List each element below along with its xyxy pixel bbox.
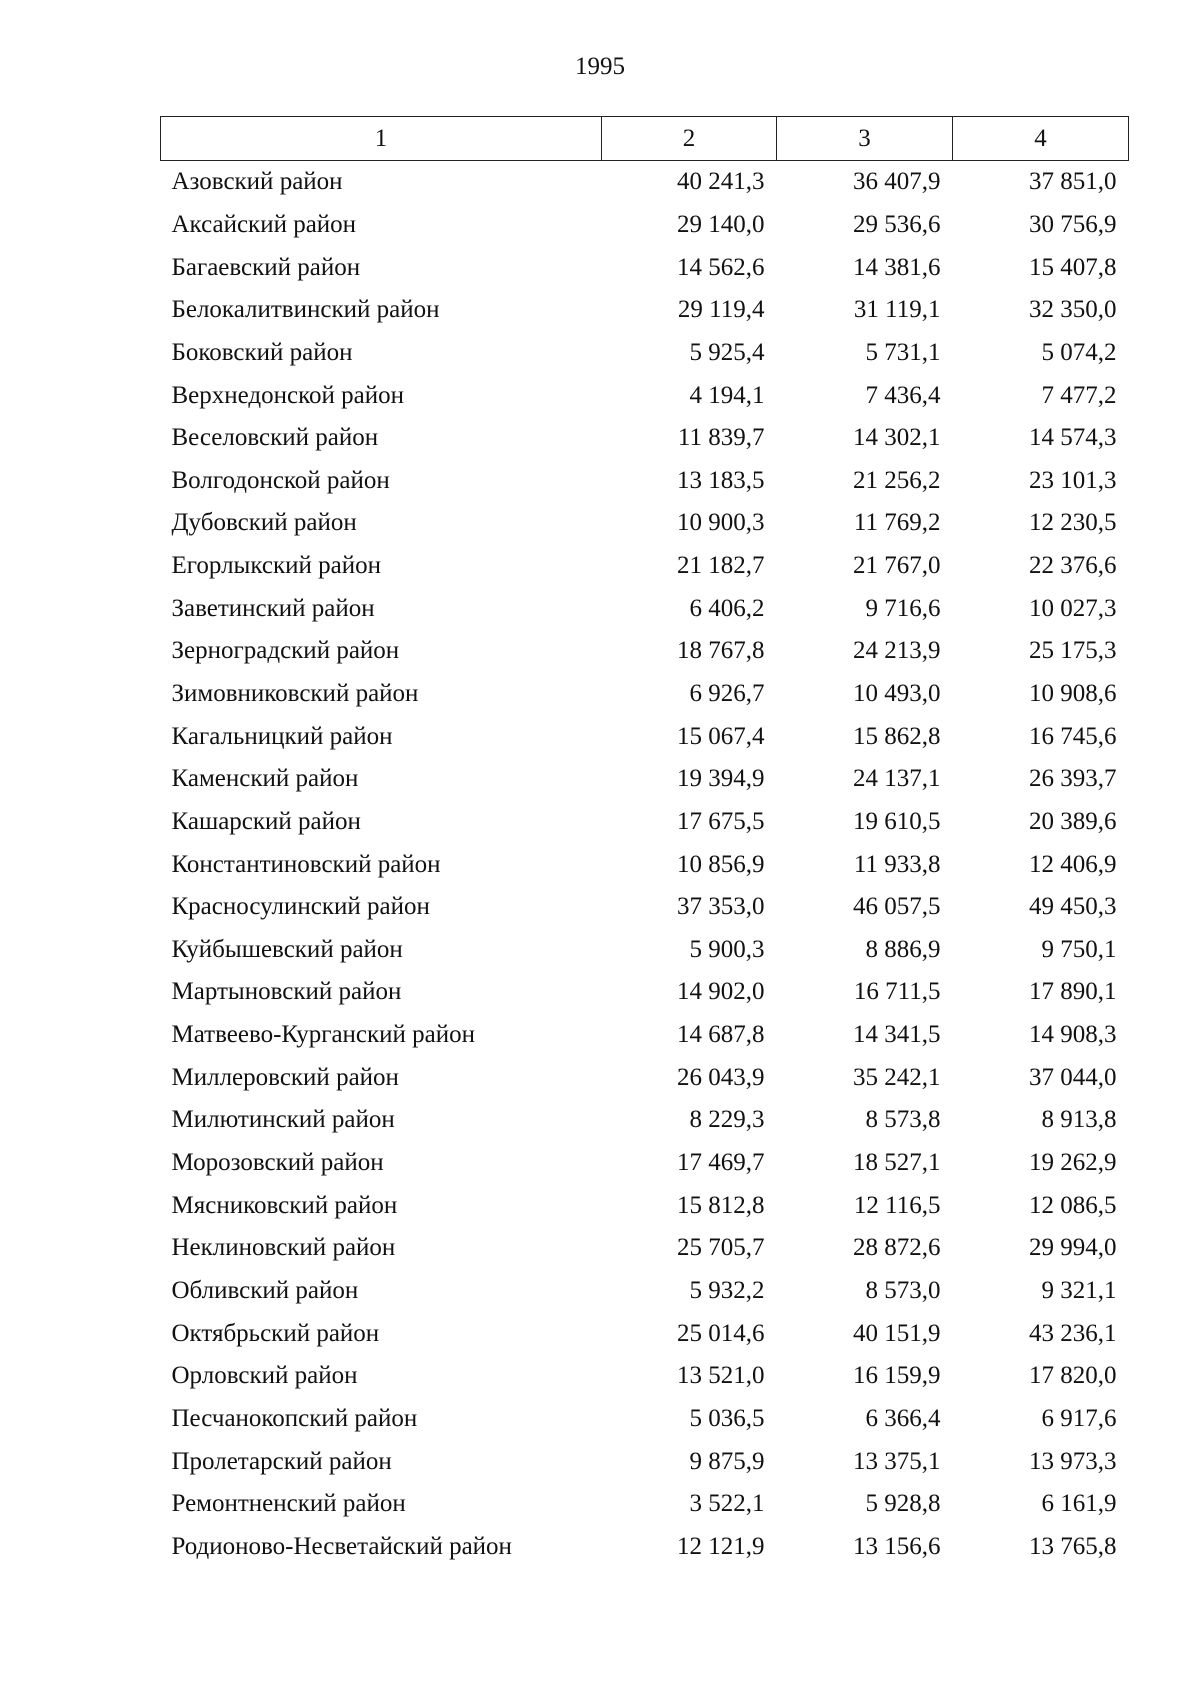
value-cell-col-4: 14 574,3 (1029, 424, 1117, 452)
table-row (161, 246, 1129, 289)
district-name-cell: Орловский район (171, 1362, 358, 1390)
value-cell-col-4: 37 044,0 (1029, 1063, 1117, 1091)
value-cell-col-4: 23 101,3 (1029, 466, 1117, 494)
table-row (161, 289, 1129, 332)
value-cell-col-3: 15 862,8 (853, 722, 941, 750)
district-name-cell: Белокалитвинский район (171, 296, 440, 324)
value-cell-col-3: 16 159,9 (853, 1362, 941, 1390)
table-row (161, 843, 1129, 886)
value-cell-col-2: 12 121,9 (677, 1532, 765, 1560)
value-cell-col-4: 15 407,8 (1029, 253, 1117, 281)
district-name-cell: Азовский район (171, 168, 343, 196)
table-row (161, 502, 1129, 545)
value-cell-col-2: 21 182,7 (677, 552, 765, 580)
column-header-1: 1 (161, 117, 602, 161)
district-name-cell: Песчанокопский район (171, 1404, 418, 1432)
value-cell-col-3: 16 711,5 (853, 978, 941, 1006)
value-cell-col-3: 36 407,9 (853, 168, 941, 196)
district-name-cell: Родионово-Несветайский район (171, 1532, 512, 1560)
district-name-cell: Боковский район (171, 338, 353, 366)
value-cell-col-3: 13 375,1 (853, 1447, 941, 1475)
value-cell-col-3: 14 341,5 (853, 1021, 941, 1049)
value-cell-col-4: 14 908,3 (1029, 1021, 1117, 1049)
value-cell-col-3: 8 573,0 (865, 1276, 941, 1304)
value-cell-col-4: 13 973,3 (1029, 1447, 1117, 1475)
value-cell-col-4: 17 820,0 (1029, 1362, 1117, 1390)
value-cell-col-4: 13 765,8 (1029, 1532, 1117, 1560)
value-cell-col-4: 9 750,1 (1041, 935, 1117, 963)
district-name-cell: Матвеево-Курганский район (171, 1021, 476, 1049)
district-name-cell: Октябрьский район (171, 1319, 380, 1347)
value-cell-col-3: 24 213,9 (853, 637, 941, 665)
value-cell-col-3: 14 381,6 (853, 253, 941, 281)
table-row (161, 1014, 1129, 1057)
value-cell-col-3: 7 436,4 (865, 381, 941, 409)
value-cell-col-3: 11 769,2 (853, 509, 941, 537)
value-cell-col-4: 6 917,6 (1041, 1404, 1117, 1432)
table-row (161, 204, 1129, 247)
table-row (161, 1056, 1129, 1099)
table-row (161, 801, 1129, 844)
district-name-cell: Веселовский район (171, 424, 379, 452)
value-cell-col-4: 26 393,7 (1029, 765, 1117, 793)
value-cell-col-2: 5 900,3 (689, 935, 765, 963)
district-name-cell: Багаевский район (171, 253, 361, 281)
district-name-cell: Пролетарский район (171, 1447, 392, 1475)
district-name-cell: Зимовниковский район (171, 680, 419, 707)
value-cell-col-4: 37 851,0 (1029, 168, 1117, 196)
value-cell-col-3: 18 527,1 (853, 1149, 941, 1177)
table-row (161, 1270, 1129, 1313)
district-name-cell: Мясниковский район (171, 1191, 398, 1219)
district-name-cell: Ремонтненский район (171, 1490, 406, 1518)
district-name-cell: Неклиновский район (171, 1234, 396, 1262)
value-cell-col-4: 5 074,2 (1041, 338, 1117, 366)
value-cell-col-2: 10 900,3 (677, 509, 765, 537)
column-header-4: 4 (953, 117, 1129, 161)
district-name-cell: Зерноградский район (171, 637, 400, 665)
value-cell-col-4: 43 236,1 (1029, 1319, 1117, 1347)
value-cell-col-2: 17 469,7 (677, 1149, 765, 1177)
page-number: 1995 (575, 53, 625, 80)
value-cell-col-2: 25 705,7 (677, 1234, 765, 1262)
table-row (161, 758, 1129, 801)
value-cell-col-3: 21 767,0 (853, 552, 941, 580)
value-cell-col-4: 20 389,6 (1029, 807, 1117, 835)
table-row (161, 1483, 1129, 1526)
table-row (161, 1398, 1129, 1441)
value-cell-col-4: 30 756,9 (1029, 210, 1117, 238)
table-row (161, 1142, 1129, 1185)
value-cell-col-3: 19 610,5 (853, 807, 941, 835)
table-row (161, 630, 1129, 673)
value-cell-col-2: 25 014,6 (677, 1319, 765, 1347)
district-name-cell: Каменский район (171, 765, 359, 793)
value-cell-col-3: 21 256,2 (853, 466, 941, 494)
district-name-cell: Обливский район (171, 1276, 359, 1304)
district-name-cell: Егорлыкский район (171, 552, 381, 580)
value-cell-col-2: 13 183,5 (677, 466, 765, 494)
table-body (161, 161, 1129, 1569)
value-cell-col-4: 10 908,6 (1029, 680, 1117, 707)
value-cell-col-2: 3 522,1 (689, 1490, 765, 1518)
value-cell-col-3: 6 366,4 (865, 1404, 941, 1432)
value-cell-col-3: 13 156,6 (853, 1532, 941, 1560)
table-row (161, 1526, 1129, 1569)
value-cell-col-2: 6 926,7 (689, 680, 765, 707)
value-cell-col-2: 11 839,7 (677, 424, 765, 452)
value-cell-col-2: 19 394,9 (677, 765, 765, 793)
value-cell-col-3: 24 137,1 (853, 765, 941, 793)
value-cell-col-4: 32 350,0 (1029, 296, 1117, 324)
district-name-cell: Аксайский район (171, 210, 357, 238)
value-cell-col-4: 7 477,2 (1041, 381, 1117, 409)
value-cell-col-4: 12 406,9 (1029, 850, 1117, 878)
value-cell-col-2: 5 036,5 (689, 1404, 765, 1432)
table-row (161, 332, 1129, 375)
value-cell-col-4: 9 321,1 (1041, 1276, 1117, 1304)
value-cell-col-2: 14 687,8 (677, 1021, 765, 1049)
value-cell-col-4: 12 230,5 (1029, 509, 1117, 537)
value-cell-col-2: 5 925,4 (689, 338, 765, 366)
value-cell-col-4: 22 376,6 (1029, 552, 1117, 580)
table-row (161, 1440, 1129, 1483)
district-name-cell: Заветинский район (171, 594, 375, 622)
table-row (161, 459, 1129, 502)
value-cell-col-4: 29 994,0 (1029, 1234, 1117, 1262)
table-row (161, 417, 1129, 460)
value-cell-col-3: 35 242,1 (853, 1063, 941, 1091)
value-cell-col-2: 29 140,0 (677, 210, 765, 238)
table-row (161, 545, 1129, 588)
table-row (161, 1099, 1129, 1142)
value-cell-col-2: 10 856,9 (677, 850, 765, 878)
value-cell-col-3: 5 731,1 (865, 338, 941, 366)
district-name-cell: Красносулинский район (171, 893, 430, 921)
district-name-cell: Миллеровский район (171, 1063, 399, 1091)
table-row (161, 587, 1129, 630)
value-cell-col-2: 13 521,0 (677, 1362, 765, 1390)
value-cell-col-2: 40 241,3 (677, 168, 765, 196)
value-cell-col-2: 17 675,5 (677, 807, 765, 835)
column-header-3: 3 (777, 117, 953, 161)
district-name-cell: Милютинский район (171, 1106, 395, 1134)
table-row (161, 886, 1129, 929)
budget-table (160, 116, 1129, 1568)
value-cell-col-3: 31 119,1 (853, 296, 941, 324)
value-cell-col-2: 26 043,9 (677, 1063, 765, 1091)
value-cell-col-2: 6 406,2 (689, 594, 765, 622)
column-header-2: 2 (602, 117, 777, 161)
district-name-cell: Кашарский район (171, 807, 361, 835)
value-cell-col-2: 5 932,2 (689, 1276, 765, 1304)
value-cell-col-2: 37 353,0 (677, 893, 765, 921)
district-name-cell: Куйбышевский район (171, 935, 403, 963)
value-cell-col-2: 15 812,8 (677, 1191, 765, 1219)
district-name-cell: Мартыновский район (171, 978, 402, 1006)
value-cell-col-3: 28 872,6 (853, 1234, 941, 1262)
value-cell-col-2: 15 067,4 (677, 722, 765, 750)
value-cell-col-4: 8 913,8 (1041, 1106, 1117, 1134)
value-cell-col-2: 9 875,9 (689, 1447, 765, 1475)
value-cell-col-3: 29 536,6 (853, 210, 941, 238)
value-cell-col-4: 49 450,3 (1029, 893, 1117, 921)
table-row (161, 374, 1129, 417)
table-row (161, 971, 1129, 1014)
district-name-cell: Морозовский район (171, 1149, 384, 1177)
table-row (161, 673, 1129, 716)
table-row (161, 929, 1129, 972)
value-cell-col-4: 10 027,3 (1029, 594, 1117, 622)
value-cell-col-4: 19 262,9 (1029, 1149, 1117, 1177)
value-cell-col-4: 12 086,5 (1029, 1191, 1117, 1219)
value-cell-col-3: 46 057,5 (853, 893, 941, 921)
table-row (161, 1355, 1129, 1398)
district-name-cell: Верхнедонской район (171, 381, 404, 409)
value-cell-col-4: 25 175,3 (1029, 637, 1117, 665)
district-name-cell: Кагальницкий район (171, 722, 393, 750)
value-cell-col-4: 16 745,6 (1029, 722, 1117, 750)
value-cell-col-3: 11 933,8 (853, 850, 941, 878)
value-cell-col-3: 8 886,9 (865, 935, 941, 963)
value-cell-col-3: 9 716,6 (865, 594, 941, 622)
value-cell-col-3: 8 573,8 (865, 1106, 941, 1134)
table-row (161, 715, 1129, 758)
value-cell-col-4: 17 890,1 (1029, 978, 1117, 1006)
value-cell-col-3: 5 928,8 (865, 1490, 941, 1518)
table-row (161, 161, 1129, 204)
value-cell-col-2: 18 767,8 (677, 637, 765, 665)
table-row (161, 1227, 1129, 1270)
value-cell-col-3: 12 116,5 (853, 1191, 941, 1219)
value-cell-col-4: 6 161,9 (1041, 1490, 1117, 1518)
district-name-cell: Константиновский район (171, 850, 441, 878)
table-row (161, 1312, 1129, 1355)
value-cell-col-3: 14 302,1 (853, 424, 941, 452)
value-cell-col-3: 40 151,9 (853, 1319, 941, 1347)
value-cell-col-2: 8 229,3 (689, 1106, 765, 1134)
value-cell-col-2: 14 562,6 (677, 253, 765, 281)
value-cell-col-2: 4 194,1 (689, 381, 765, 409)
value-cell-col-3: 10 493,0 (853, 680, 941, 707)
district-name-cell: Волгодонской район (171, 466, 390, 494)
table-row (161, 1184, 1129, 1227)
value-cell-col-2: 14 902,0 (677, 978, 765, 1006)
district-name-cell: Дубовский район (171, 509, 357, 537)
table-header-row (161, 117, 1129, 161)
value-cell-col-2: 29 119,4 (677, 296, 765, 324)
